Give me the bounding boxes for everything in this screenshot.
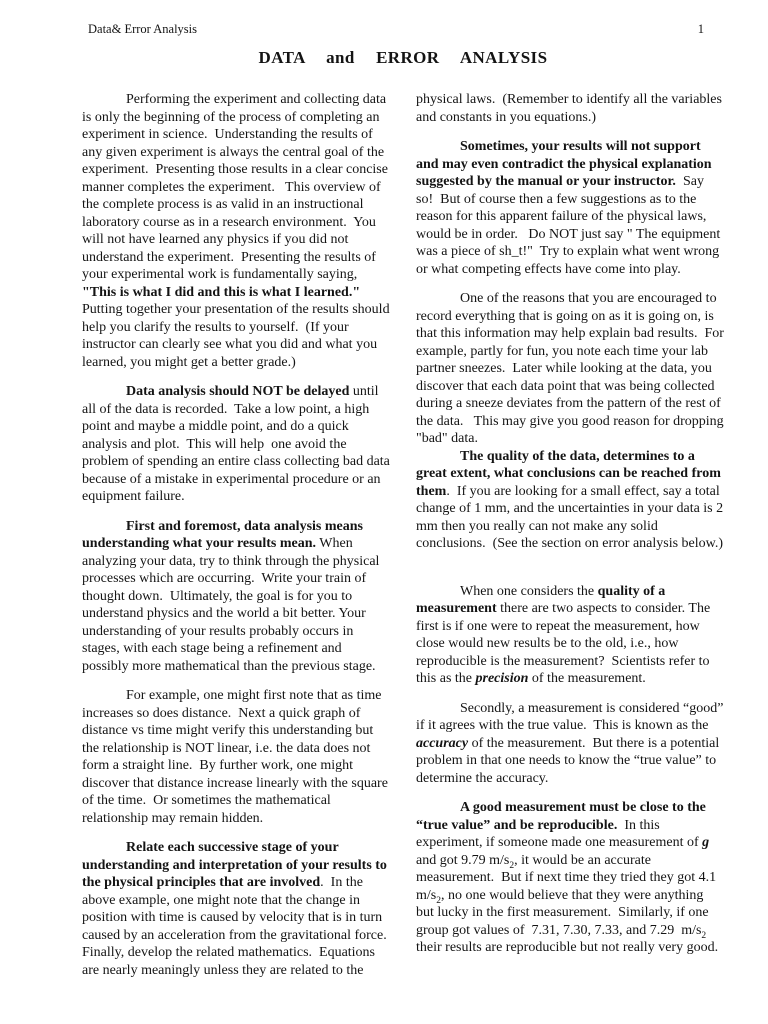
paragraph-right-2: Sometimes, your results will not support and may even contradict the physical explanation suggested by the manual or your instructor. Say so! But of course then a few suggestions as to the reason for this apparent failure of the physical laws, would be in order. Do NOT just say " The equipment was a piece of sh_t!" Try to explain what went wrong or what competing effects have come into play. — [416, 139, 724, 277]
paragraph-right-1: physical laws. (Remember to identify all the variables and constants in you equations.) — [416, 92, 726, 125]
column-left — [82, 91, 394, 979]
paragraph-left-3: First and foremost, data analysis means understanding what your results mean. When analyzing your data, try to think through the physical processes which are occurring. Write your train of thought down. Ultimately, the goal is for you to understand physics and the world a bit better. Your understanding of your results probably occurs in stages, with each stage being a refinement and possibly more mathematical than the previous stage. — [82, 518, 383, 674]
paragraph-right-3: One of the reasons that you are encouraged to record everything that is going on as it is going on, is that this information may help explain bad results. For example, partly for fun, you note each time your lab partner sneezes. Later while looking at the data, you discover that each data point that was being collected during a sneeze deviates from the pattern of the rest of the data. This may give you good reason for dropping "bad" data. — [416, 291, 728, 446]
paragraph-left-5: Relate each successive stage of your understanding and interpretation of your results to the physical principles that are involved. In the above example, one might note that the change in position with time is caused by velocity that is in turn caused by an acceleration from the gravitational force. Finally, develop the related mathematics. Equations are nearly meaningly unless they are related to the — [82, 840, 391, 978]
paragraph-left-4: For example, one might first note that as time increases so does distance. Next a quick graph of distance vs time might verify this understanding but the relationship is NOT linear, i.e. the data does not form a straight line. By further work, one might discover that distance increase linearly with the square of the time. Or sometimes the mathematical relationship may remain hidden. — [82, 688, 392, 826]
document-title: DATA and ERROR ANALYSIS — [258, 48, 548, 67]
column-right — [416, 91, 728, 979]
page-number: 1 — [697, 22, 704, 36]
paragraph-left-2: Data analysis should NOT be delayed until all of the data is recorded. Take a low point, a high point and maybe a middle point, and do a quick analysis and plot. This will help one avoid the problem of spending an entire class collecting bad data because of a mistake in experimental procedure or an equipment failure. — [82, 384, 394, 504]
paragraph-left-1: Performing the experiment and collecting data is only the beginning of the process of completing an experiment in science. Understanding the results of any given experiment is always the central goal of the experiment. Presenting those results in a clear concise manner completes the experiment. This overview of the complete process is as valid in an instructional laboratory course as in a research environment. You will not have learned any physics if you did not understand the experiment. Presenting the results of your experimental work is fundamentally saying, "This is what I did and this is what I learned." Putting together your presentation of the results should help you clarify the results to yourself. (If your instructor can clearly see what you did and what you learned, you might get a better grade.) — [82, 92, 394, 370]
paragraph-right-7: A good measurement must be close to the “true value” and be reproducible. In this experiment, if someone made one measurement of g and got 9.79 $m/s_2$, it would be an accurate measurement. But if next time they tried they got 4.1 $m/s_2$, no one would believe that they were anything but lucky in the first measurement. Similarly, if one group got values of 7.31, 7.30, 7.33, and 7.29 $m/s_2$ their results are reproducible but not really very good. — [416, 800, 720, 955]
running-head: Data& Error Analysis — [88, 22, 198, 36]
content-columns — [82, 91, 728, 979]
paragraph-right-4: The quality of the data, determines to a great extent, what conclusions can be reached from them. If you are looking for a small effect, say a total change of 1 mm, and the uncertainties in your data is 2 mm then you really can not make any solid conclusions. (See the section on error analysis below.) — [416, 448, 727, 551]
paragraph-right-5: When one considers the quality of a measurement there are two aspects to consider. The first is if one were to repeat the measurement, how close would new results be to the old, i.e., how reproducible is the measurement? Scientists refer to this as the precision of the measurement. — [416, 583, 714, 686]
page-header — [82, 22, 724, 37]
paragraph-right-6: Secondly, a measurement is considered “good” if it agrees with the true value. This is known as the accuracy of the measurement. But there is a potential problem in that one needs to know the “true value” to determine the accuracy. — [416, 700, 727, 786]
